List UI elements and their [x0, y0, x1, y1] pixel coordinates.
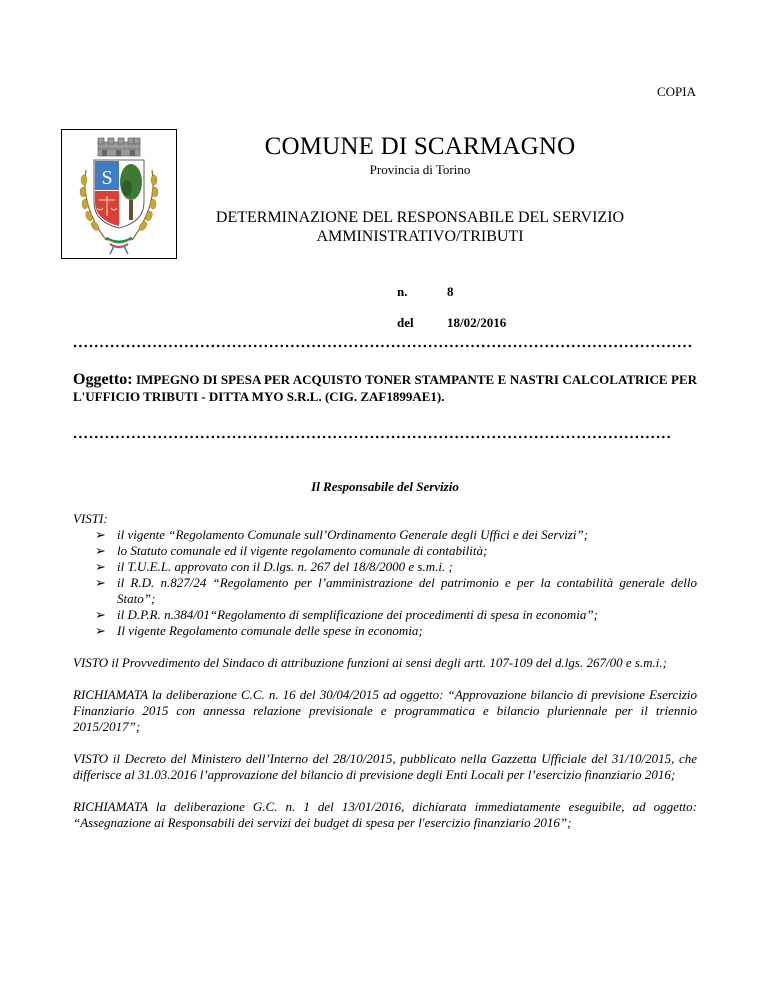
list-item: ➢ lo Statuto comunale ed il vigente regolamento comunale di contabilità; [95, 543, 488, 558]
determination-title: DETERMINAZIONE DEL RESPONSABILE DEL SERVIZIO AMMINISTRATIVO/TRIBUTI [215, 209, 625, 245]
dotted-separator-top [73, 341, 697, 351]
municipal-coat-of-arms [61, 129, 177, 259]
arrow-bullet-icon: ➢ [95, 543, 106, 558]
visti-label: VISTI: [73, 511, 108, 526]
list-item: ➢ il T.U.E.L. approvato con il D.lgs. n. 267 del 18/8/2000 e s.m.i. ; [95, 559, 453, 574]
paragraph-visto-decreto: VISTO il Decreto del Ministero dell’Interno del 28/10/2015, pubblicato nella Gazzetta Ufficiale del 31/10/2015, che differisce al 31.03.2016 l’approvazione del bilancio di previsione degli Enti Locali per l’esercizio finanziario 2016; [73, 751, 697, 782]
number-value: 8 [447, 284, 454, 299]
paragraph-visto-provvedimento: VISTO il Provvedimento del Sindaco di attribuzione funzioni ai sensi degli artt. 107-109 del d.lgs. 267/00 e s.m.i.; [73, 655, 667, 670]
document-body [73, 511, 697, 831]
list-item: ➢ Il vigente Regolamento comunale delle spese in economia; [95, 623, 423, 638]
number-label: n. [397, 284, 408, 299]
arrow-bullet-icon: ➢ [95, 607, 106, 622]
municipality-title: COMUNE DI SCARMAGNO [264, 133, 576, 160]
subject-label: Oggetto: [73, 371, 133, 388]
arrow-bullet-icon: ➢ [95, 623, 106, 638]
arrow-bullet-icon: ➢ [95, 559, 106, 574]
crown-icon [98, 138, 140, 156]
ribbon-icon [106, 238, 132, 254]
list-item: ➢ il D.P.R. n.384/01“Regolamento di semplificazione dei procedimenti di spesa in economia”; [95, 607, 598, 622]
svg-text:S: S [101, 167, 113, 189]
date-label: del [397, 315, 414, 330]
date-value: 18/02/2016 [447, 315, 507, 330]
subject-text: IMPEGNO DI SPESA PER ACQUISTO TONER STAMPANTE E NASTRI CALCOLATRICE PER L'UFFICIO TRIBUTI - DITTA MYO S.R.L. (CIG. ZAF1899AE1). [73, 372, 698, 404]
list-item: ➢ il vigente “Regolamento Comunale sull’Ordinamento Generale degli Uffici e dei Servizi”; [95, 527, 589, 542]
coat-of-arms-icon [62, 130, 176, 258]
subject-block [73, 371, 697, 405]
arrow-bullet-icon: ➢ [95, 527, 106, 542]
paragraph-richiamata-cc: RICHIAMATA la deliberazione C.C. n. 16 del 30/04/2015 ad oggetto: “Approvazione bilancio di previsione Esercizio Finanziario 2015 con annessa relazione previsionale e programmatica e bilancio pluriennale per il triennio 2015/2017”; [73, 687, 697, 734]
copy-mark: COPIA [656, 84, 696, 99]
dotted-separator-bottom [73, 432, 697, 442]
province-subtitle: Provincia di Torino [369, 162, 471, 177]
visti-list [73, 527, 697, 639]
list-item: ➢ il R.D. n.827/24 “Regolamento per l’amministrazione del patrimonio e per la contabilità generale dello Stato”; [95, 575, 697, 606]
section-heading: Il Responsabile del Servizio [311, 479, 459, 494]
arrow-bullet-icon: ➢ [95, 575, 106, 590]
paragraph-richiamata-gc: RICHIAMATA la deliberazione G.C. n. 1 del 13/01/2016, dichiarata immediatamente eseguibile, ad oggetto: “Assegnazione ai Responsabili dei servizi dei budget di spesa per l'esercizio finanziario 2016”; [73, 799, 697, 830]
